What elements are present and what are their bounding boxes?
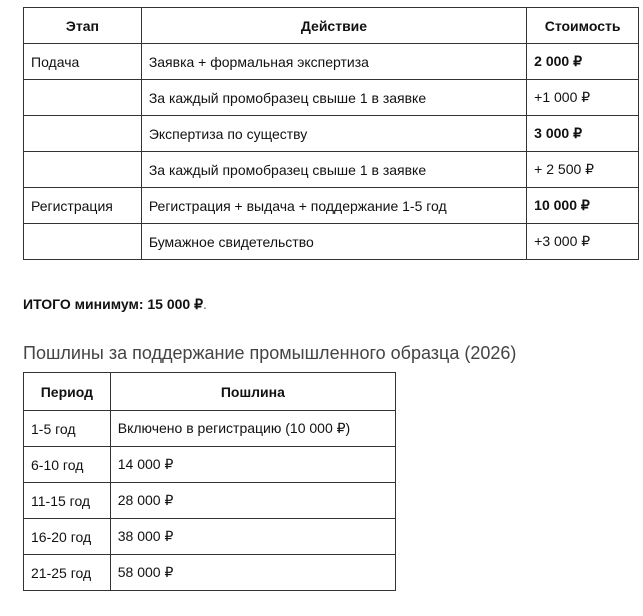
period-cell: 1-5 год bbox=[24, 411, 111, 447]
cost-cell: 3 000 ₽ bbox=[527, 116, 639, 152]
cost-cell: +3 000 ₽ bbox=[527, 224, 639, 260]
action-cell: Заявка + формальная экспертиза bbox=[141, 44, 526, 80]
table-row bbox=[24, 188, 639, 224]
period-cell: 6-10 год bbox=[24, 447, 111, 483]
stage-cell: Регистрация bbox=[24, 188, 142, 224]
stage-cell bbox=[24, 152, 142, 188]
cost-cell: +1 000 ₽ bbox=[527, 80, 639, 116]
header-fee: Пошлина bbox=[110, 373, 395, 411]
fee-cell: 38 000 ₽ bbox=[110, 519, 395, 555]
cost-cell: + 2 500 ₽ bbox=[527, 152, 639, 188]
fee-cell: 58 000 ₽ bbox=[110, 555, 395, 591]
table-row bbox=[24, 519, 396, 555]
period-cell: 21-25 год bbox=[24, 555, 111, 591]
table-row bbox=[24, 152, 639, 188]
action-cell: Экспертиза по существу bbox=[141, 116, 526, 152]
table-header-row bbox=[24, 8, 639, 44]
total-suffix: . bbox=[203, 296, 207, 312]
table-row bbox=[24, 44, 639, 80]
fees-table bbox=[23, 7, 639, 260]
table-row bbox=[24, 447, 396, 483]
action-cell: Бумажное свидетельство bbox=[141, 224, 526, 260]
table-row bbox=[24, 80, 639, 116]
fee-cell: 14 000 ₽ bbox=[110, 447, 395, 483]
table-row bbox=[24, 555, 396, 591]
action-cell: За каждый промобразец свыше 1 в заявке bbox=[141, 152, 526, 188]
cost-cell: 10 000 ₽ bbox=[527, 188, 639, 224]
action-cell: Регистрация + выдача + поддержание 1-5 год bbox=[141, 188, 526, 224]
period-cell: 16-20 год bbox=[24, 519, 111, 555]
total-label: ИТОГО минимум: 15 000 ₽ bbox=[23, 296, 204, 312]
maintenance-table bbox=[23, 372, 396, 591]
table-row bbox=[24, 411, 396, 447]
stage-cell bbox=[24, 80, 142, 116]
cost-cell: 2 000 ₽ bbox=[527, 44, 639, 80]
stage-cell bbox=[24, 116, 142, 152]
total-minimum bbox=[23, 296, 207, 313]
stage-cell bbox=[24, 224, 142, 260]
stage-cell: Подача bbox=[24, 44, 142, 80]
header-period: Период bbox=[24, 373, 111, 411]
header-stage: Этап bbox=[24, 8, 142, 44]
header-cost: Стоимость bbox=[527, 8, 639, 44]
maintenance-heading: Пошлины за поддержание промышленного образца (2026) bbox=[23, 343, 517, 363]
table-row bbox=[24, 483, 396, 519]
table-header-row bbox=[24, 373, 396, 411]
header-action: Действие bbox=[141, 8, 526, 44]
fee-cell: 28 000 ₽ bbox=[110, 483, 395, 519]
period-cell: 11-15 год bbox=[24, 483, 111, 519]
action-cell: За каждый промобразец свыше 1 в заявке bbox=[141, 80, 526, 116]
table-row bbox=[24, 224, 639, 260]
fee-cell: Включено в регистрацию (10 000 ₽) bbox=[110, 411, 395, 447]
table-row bbox=[24, 116, 639, 152]
